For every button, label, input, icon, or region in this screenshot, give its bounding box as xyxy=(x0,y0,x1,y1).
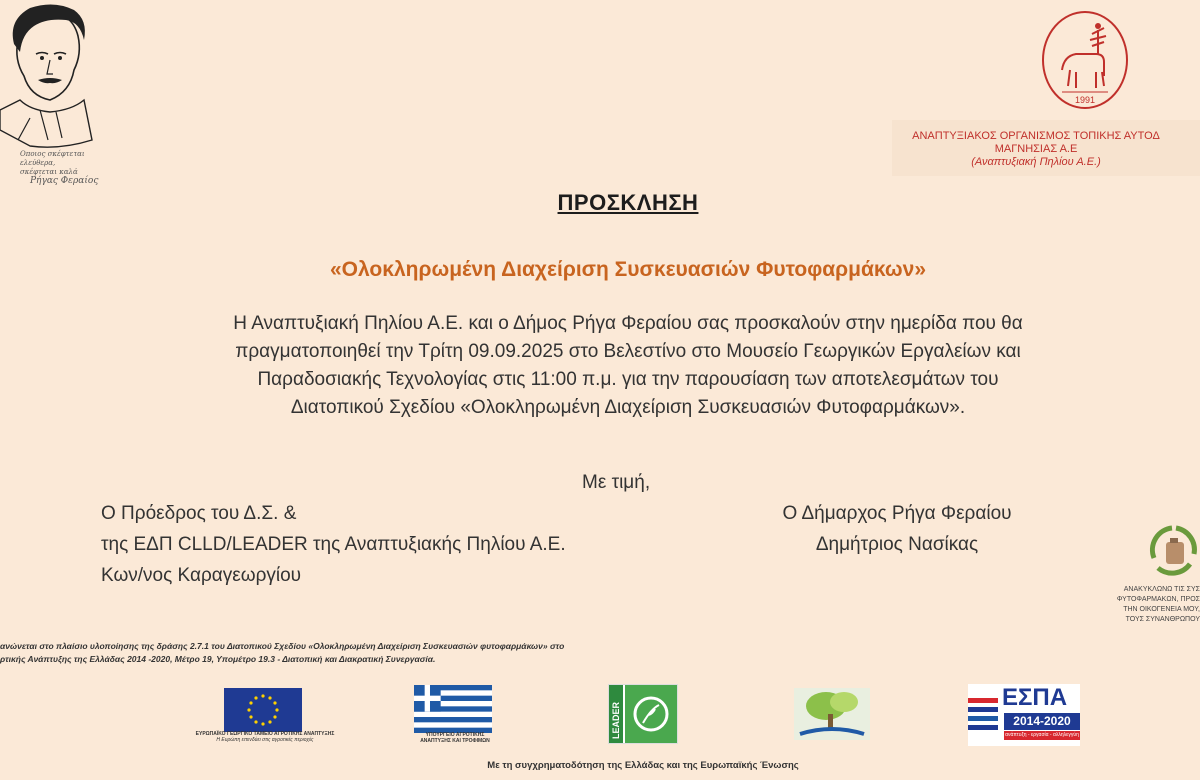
signature-line-3: Ρήγας Φεραίος xyxy=(30,176,99,186)
funding-line-2: ρτικής Ανάπτυξης της Ελλάδας 2014 -2020, Μέτρο 19, Υπομέτρο 19.3 - Διατοπική και Διακρατική Συνεργασία. xyxy=(0,654,436,664)
recycle-logo xyxy=(1142,518,1200,582)
eu-flag-logo xyxy=(224,688,302,732)
left-signatory-line-2: της ΕΔΠ CLLD/LEADER της Αναπτυξιακής Πηλίου Α.Ε. xyxy=(101,534,566,555)
invitation-title: ΠΡΟΣΚΛΗΣΗ xyxy=(557,190,699,215)
greek-flag-logo xyxy=(414,685,492,733)
cofinance-statement: Με τη συγχρηματοδότηση της Ελλάδας και της Ευρωπαϊκής Ένωσης xyxy=(487,760,799,771)
body-line-1: Η Αναπτυξιακή Πηλίου Α.Ε. και ο Δήμος Ρήγα Φεραίου σας προσκαλούν στην ημερίδα που θα xyxy=(233,313,1023,334)
espa-tagline: ανάπτυξη - εργασία - αλληλεγγύη xyxy=(1005,732,1079,738)
left-signatory-line-1: Ο Πρόεδρος του Δ.Σ. & xyxy=(101,503,297,524)
gr-caption-line-2: ΑΝΑΠΤΥΞΗΣ ΚΑΙ ΤΡΟΦΙΜΩΝ xyxy=(420,738,490,744)
body-line-3: Παραδοσιακής Τεχνολογίας στις 11:00 π.μ. για την παρουσίαση των αποτελεσμάτων του xyxy=(257,369,999,390)
recycle-line-2: ΦΥΤΟΦΑΡΜΑΚΩΝ, ΠΡΟΣ xyxy=(1116,596,1200,603)
eu-caption xyxy=(150,731,380,743)
org-name-line-3: (Αναπτυξιακή Πηλίου Α.Ε.) xyxy=(971,156,1101,168)
recycle-slogan xyxy=(1108,585,1200,625)
signature-line-1: Οποιος σκέφτεται ελεύθερα, xyxy=(20,150,85,167)
recycle-line-4: ΤΟΥΣ ΣΥΝΑΝΘΡΩΠΟΥ xyxy=(1125,616,1200,623)
portrait-signature xyxy=(20,150,100,186)
org-logo-year: 1991 xyxy=(1074,95,1096,105)
eu-caption-line-2: Η Ευρώπη επενδύει στις αγροτικές περιοχές xyxy=(216,737,314,743)
leader-label: LEADER xyxy=(611,701,621,739)
funding-statement xyxy=(0,640,760,666)
right-signatory-line-2: Δημήτριος Νασίκας xyxy=(815,534,979,555)
regards-text: Με τιμή, xyxy=(582,472,651,493)
org-name-panel xyxy=(892,120,1200,176)
greek-ministry-caption xyxy=(400,732,510,744)
org-name-line-1: ΑΝΑΠΤΥΞΙΑΚΟΣ ΟΡΓΑΝΙΣΜΟΣ ΤΟΠΙΚΗΣ ΑΥΤΟΔ xyxy=(912,130,1160,142)
org-seal-logo xyxy=(1040,10,1130,118)
espa-title: ΕΣΠΑ xyxy=(1002,684,1068,711)
eu-caption-line-1: ΕΥΡΩΠΑΪΚΟ ΓΕΩΡΓΙΚΟ ΤΑΜΕΙΟ ΑΓΡΟΤΙΚΗΣ ΑΝΑΠΤΥΞΗΣ xyxy=(195,731,335,737)
recycle-line-3: ΤΗΝ ΟΙΚΟΓΕΝΕΙΑ ΜΟΥ, xyxy=(1123,606,1200,613)
right-signatory xyxy=(752,498,1042,560)
right-signatory-line-1: Ο Δήμαρχος Ρήγα Φεραίου xyxy=(782,503,1012,524)
tree-emblem-logo xyxy=(794,684,870,742)
recycle-line-1: ΑΝΑΚΥΚΛΩΝΩ ΤΙΣ ΣΥΣ xyxy=(1123,586,1200,593)
leader-logo xyxy=(608,684,678,744)
espa-flag-icon xyxy=(968,694,1002,732)
funding-line-1: ανώνεται στο πλαίσιο υλοποίησης της δράσης 2.7.1 του Διατοπικού Σχεδίου «Ολοκληρωμένη Διαχείριση Συσκευασιών φυτοφαρμάκων» στο xyxy=(0,641,565,651)
body-line-4: Διατοπικού Σχεδίου «Ολοκληρωμένη Διαχείριση Συσκευασιών Φυτοφαρμάκων». xyxy=(290,397,966,418)
signature-line-2: σκέφτεται καλά xyxy=(20,168,78,176)
gr-caption-line-1: ΥΠΟΥΡΓΕΙΟ ΑΓΡΟΤΙΚΗΣ xyxy=(425,732,485,738)
left-signatory-line-3: Κων/νος Καραγεωργίου xyxy=(101,565,302,586)
org-name-line-2: ΜΑΓΝΗΣΙΑΣ Α.Ε xyxy=(994,143,1078,155)
espa-years: 2014-2020 xyxy=(1004,713,1080,730)
invitation-subtitle: «Ολοκληρωμένη Διαχείριση Συσκευασιών Φυτοφαρμάκων» xyxy=(330,258,926,281)
body-line-2: πραγματοποιηθεί την Τρίτη 09.09.2025 στο Βελεστίνο στο Μουσείο Γεωργικών Εργαλείων και xyxy=(235,341,1021,362)
invitation-body xyxy=(90,310,1166,422)
left-signatory xyxy=(101,498,566,591)
